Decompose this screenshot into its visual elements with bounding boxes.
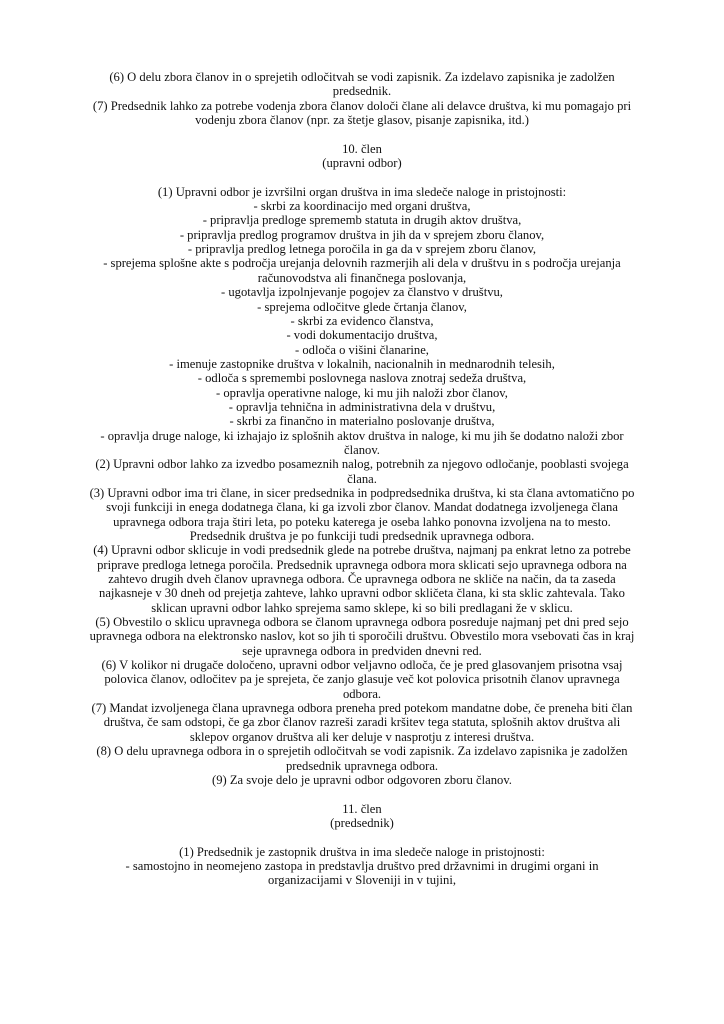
text-line: sklepov organov društva ali ker deluje v nasprotju z interesi društva. (189, 729, 535, 744)
text-line: - odloča o višini članarine, (295, 342, 429, 357)
text-line: upravnega odbora na elektronsko naslov, kot so jih ti sporočili društvu. Obvestilo mora vsebovati čas in kraj (89, 629, 635, 644)
text-line: svoji funkciji in enega dodatnega člana, ki ga izvoli zbor članov. Mandat dodatnega izvoljenega člana (106, 500, 618, 515)
text-line: predsednik. (332, 84, 392, 99)
text-line: (1) Upravni odbor je izvršilni organ društva in ima sledeče naloge in pristojnosti: (157, 184, 567, 199)
text-line: - skrbi za finančno in materialno poslovanje društva, (229, 414, 495, 429)
text-line: vodenju zbora članov (npr. za štetje glasov, pisanje zapisnika, itd.) (195, 113, 529, 128)
text-line: predsednik upravnega odbora. (285, 758, 439, 773)
text-line: - skrbi za evidenco članstva, (290, 313, 434, 328)
text-line: - pripravlja predlog letnega poročila in ga da v sprejem zboru članov, (187, 242, 537, 257)
text-line: upravnega odbora traja štiri leta, po poteku katerega je oseba lahko ponovna izvoljena na to mesto. (113, 514, 611, 529)
text-line: - sprejema odločitve glede črtanja članov, (257, 299, 467, 314)
text-line: zahtevo drugih dveh članov upravnega odbora. Če upravnega odbora ne skliče na način, da ta zaseda (108, 572, 616, 587)
text-line: (4) Upravni odbor sklicuje in vodi predsednik glede na potrebe društva, najmanj pa enkrat letno za potrebe (93, 543, 631, 558)
text-line: (6) V kolikor ni drugače določeno, upravni odbor veljavno odloča, če je pred glasovanjem prisotna vsaj (101, 658, 623, 673)
text-line: - opravlja druge naloge, ki izhajajo iz splošnih aktov društva in naloge, ki mu jih še dodatno naloži zbor (100, 428, 624, 443)
text-line: 10. člen (342, 141, 382, 156)
text-line: (7) Predsednik lahko za potrebe vodenja zbora članov določi člane ali delavce društva, ki mu pomagajo pri (92, 98, 632, 113)
text-line: društva, če sam odstopi, če ga zbor članov razreši zaradi kršitev tega statuta, splošnih aktov društva ali (103, 715, 621, 730)
text-line: polovica članov, odločitev pa je sprejeta, če zanjo glasuje več kot polovica prisotnih članov upravnega (104, 672, 620, 687)
document-body (60, 70, 664, 888)
text-line: (9) Za svoje delo je upravni odbor odgovoren zboru članov. (212, 772, 512, 787)
text-line: - pripravlja predloge sprememb statuta in drugih aktov društva, (202, 213, 522, 228)
blank-line (60, 830, 664, 844)
text-line: (8) O delu upravnega odbora in o sprejetih odločitvah se vodi zapisnik. Za izdelavo zapisnika je zadolžen (96, 744, 628, 759)
text-line: sklican upravni odbor lahko sprejema samo sklepe, ki so bili predlagani že v sklicu. (151, 600, 573, 615)
text-line: (3) Upravni odbor ima tri člane, in sicer predsednika in podpredsednika društva, ki sta člana avtomatično po (89, 485, 635, 500)
text-line: - vodi dokumentacijo društva, (286, 328, 438, 343)
text-line: - imenuje zastopnike društva v lokalnih, nacionalnih in mednarodnih telesih, (169, 356, 555, 371)
blank-line (60, 787, 664, 801)
text-line: - skrbi za koordinacijo med organi društva, (253, 199, 471, 214)
text-line: (6) O delu zbora članov in o sprejetih odločitvah se vodi zapisnik. Za izdelavo zapisnika je zadolžen (109, 70, 615, 84)
text-line: seje upravnega odbora in predviden dnevni red. (242, 643, 482, 658)
text-line: Predsednik društva je po funkciji tudi predsednik upravnega odbora. (189, 529, 535, 543)
text-line: člana. (347, 471, 377, 486)
text-line: računovodstva ali finančnega poslovanja, (257, 270, 467, 285)
text-line: članov. (344, 442, 380, 457)
text-line: priprave predloga letnega poročila. Predsednik upravnega odbora mora sklicati sejo upravnega odbora na (97, 557, 627, 572)
blank-line (60, 127, 664, 141)
text-line: - opravlja operativne naloge, ki mu jih naloži zbor članov, (216, 385, 508, 400)
text-line: - samostojno in neomejeno zastopa in predstavlja društvo pred državnimi in drugimi organi in (125, 858, 599, 873)
text-line: - opravlja tehnična in administrativna dela v društvu, (228, 399, 496, 414)
blank-line (60, 170, 664, 184)
text-line: (5) Obvestilo o sklicu upravnega odbora se članom upravnega odbora posreduje najmanj pet dni pred sejo (95, 615, 629, 630)
text-line: (7) Mandat izvoljenega člana upravnega odbora preneha pred potekom mandatne dobe, če preneha biti član (91, 701, 633, 716)
text-line: (2) Upravni odbor lahko za izvedbo posameznih nalog, potrebnih za njegovo odločanje, pooblasti svojega (95, 457, 629, 472)
text-line: (1) Predsednik je zastopnik društva in ima sledeče naloge in pristojnosti: (179, 844, 545, 859)
text-line: najkasneje v 30 dneh od prejetja zahteve, lahko upravni odbor skličeta člana, ki sta sklic zahtevala. Tako (99, 586, 625, 601)
text-line: 11. člen (342, 801, 382, 816)
text-line: organizacijami v Sloveniji in v tujini, (268, 873, 456, 888)
text-line: - pripravlja predlog programov društva in jih da v sprejem zboru članov, (179, 227, 545, 242)
text-line: (predsednik) (330, 815, 394, 830)
text-line: - sprejema splošne akte s področja urejanja delovnih razmerjih ali dela v društvu in s področja urejanja (103, 256, 621, 271)
text-line: (upravni odbor) (322, 156, 402, 171)
text-line: - ugotavlja izpolnjevanje pogojev za članstvo v društvu, (221, 285, 503, 300)
text-line: - odloča s spremembi poslovnega naslova znotraj sedeža društva, (197, 371, 527, 386)
text-line: odbora. (342, 686, 382, 701)
